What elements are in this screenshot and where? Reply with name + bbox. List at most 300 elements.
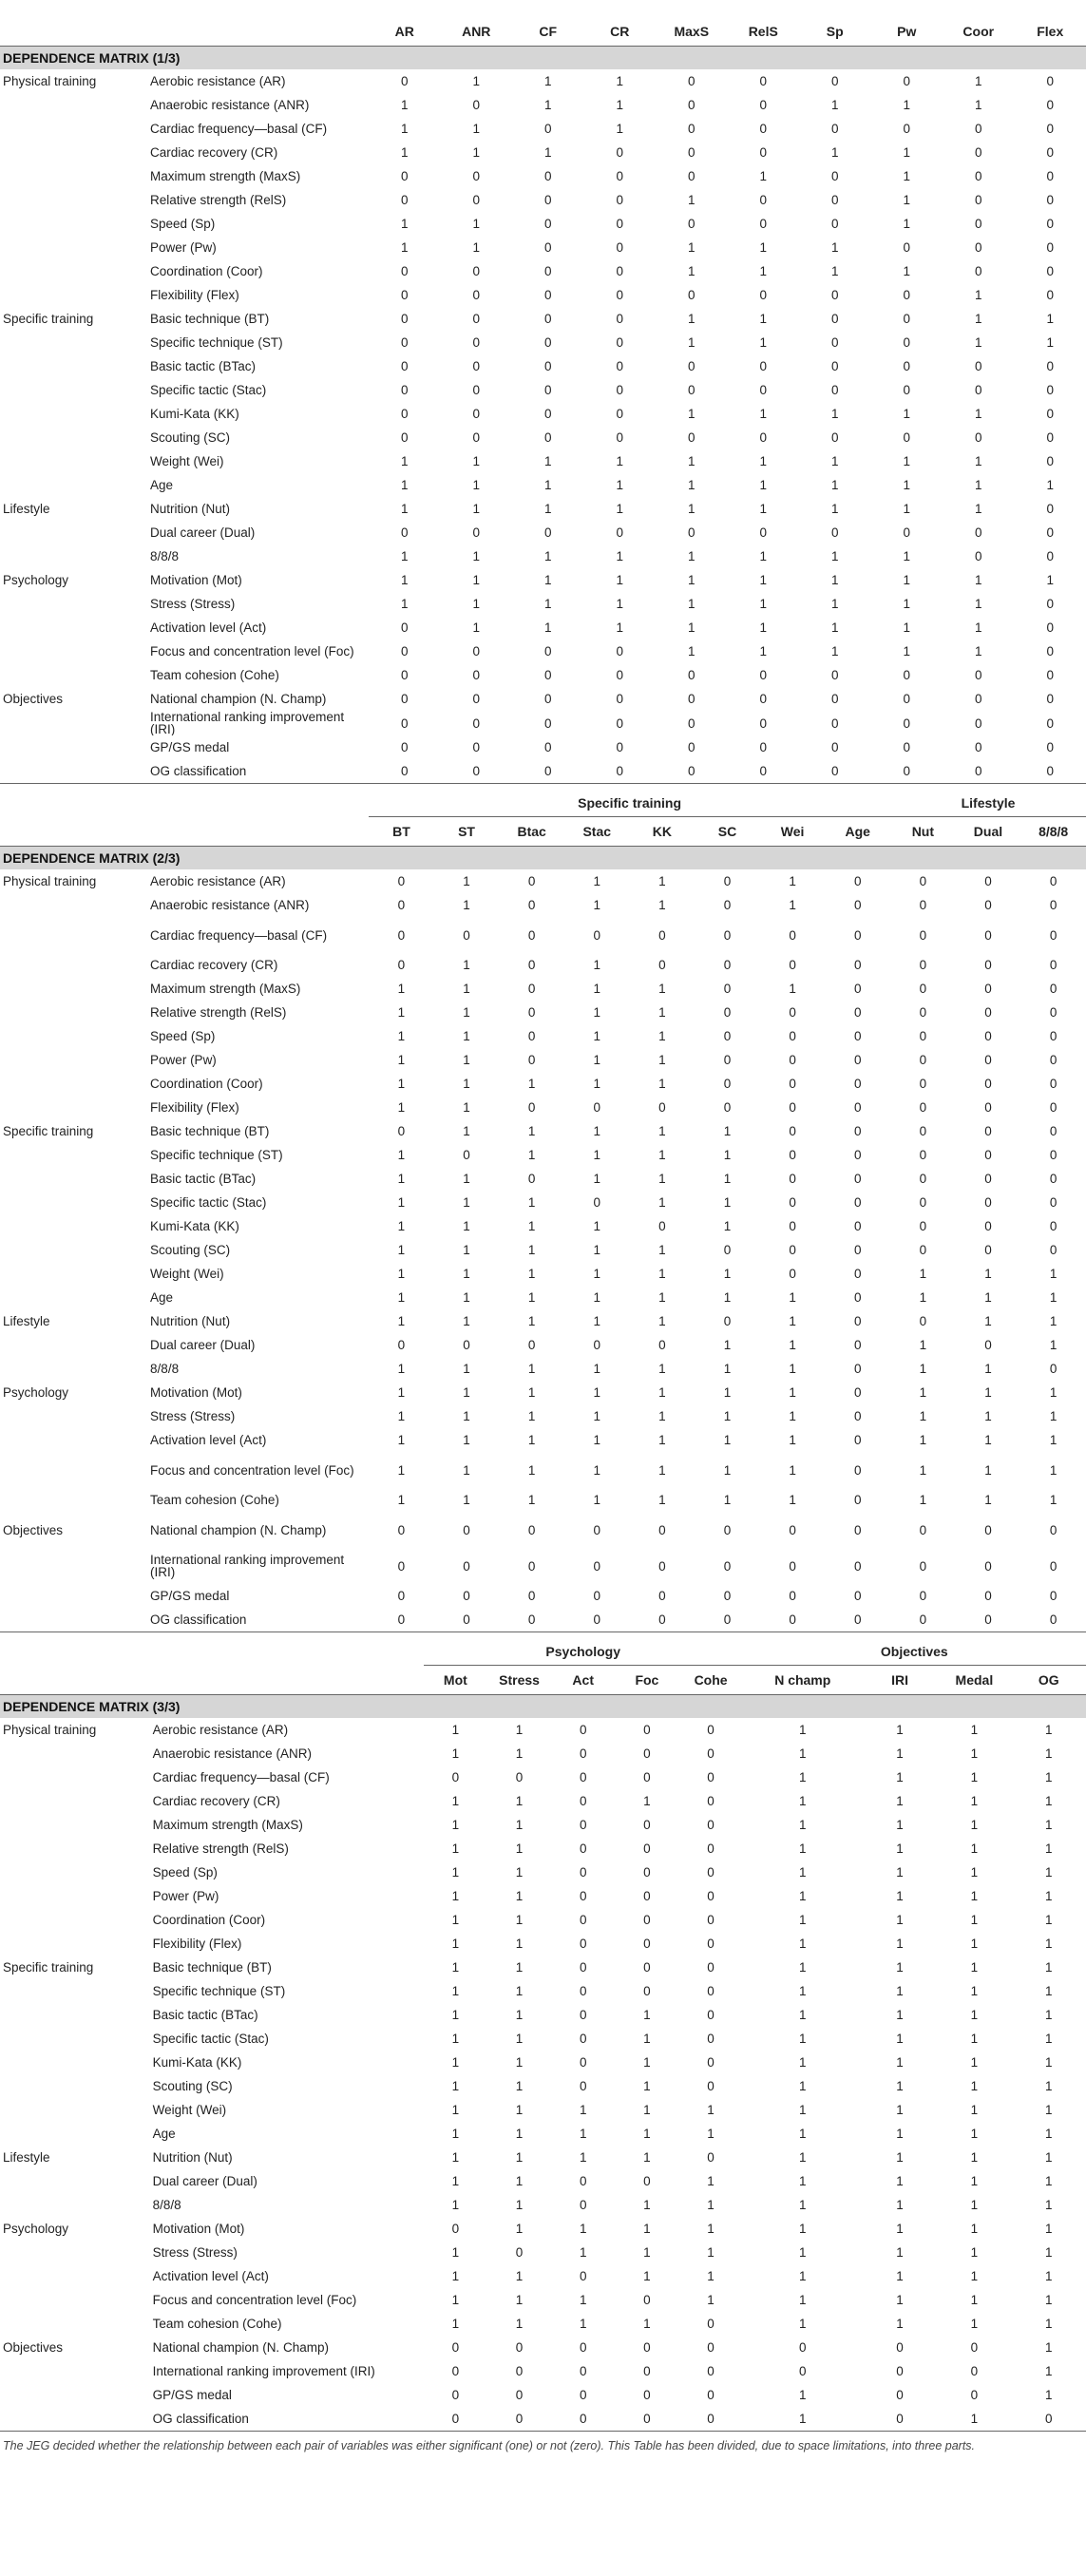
matrix-cell: 1 [658,1172,666,1186]
table-row [0,663,1086,687]
matrix-cell: 0 [687,668,695,682]
matrix-cell: 1 [593,1314,601,1328]
matrix-cell: 1 [397,1148,406,1162]
matrix-cell: 1 [527,1409,536,1423]
matrix-cell: 1 [515,1889,524,1903]
matrix-cell: 0 [1046,407,1054,421]
matrix-cell: 1 [830,240,839,255]
table-row [0,1214,1086,1238]
table-row [0,1333,1086,1357]
matrix-cell: 0 [1046,525,1054,540]
matrix-title-row [0,847,1086,870]
header-spacer [141,817,369,847]
table-row [0,1428,1086,1452]
table-row [0,1956,1086,1979]
matrix-cell: 0 [463,1558,470,1574]
row-category [0,2027,143,2051]
table-row [0,2074,1086,2098]
matrix-cell: 1 [919,1338,927,1352]
matrix-cell: 1 [658,1385,666,1400]
matrix-cell: 1 [830,502,839,516]
row-variable-label: Basic technique (BT) [152,1960,272,1975]
matrix-cell: 1 [759,335,767,350]
matrix-cell: 0 [687,145,695,160]
header-spacer [0,1666,143,1695]
row-variable-label: Age [152,2127,176,2141]
matrix-cell: 0 [400,525,409,540]
table-row [0,1286,1086,1309]
table-row [0,2003,1086,2027]
matrix-cell: 1 [830,478,839,492]
matrix-cell: 0 [853,1077,862,1091]
matrix-cell: 0 [472,525,480,540]
matrix-cell: 1 [903,98,910,112]
table-row [0,402,1086,426]
matrix-cell: 0 [853,898,862,912]
matrix-cell: 1 [1045,2293,1053,2307]
table-row [0,2241,1086,2264]
matrix-cell: 0 [579,2198,587,2212]
matrix-cell: 1 [472,620,480,635]
matrix-cell: 1 [896,2079,904,2093]
matrix-cell: 0 [527,874,536,888]
matrix-cell: 1 [789,1385,796,1400]
row-category [0,1979,143,2003]
matrix-cell: 1 [451,1960,460,1975]
matrix-cell: 0 [616,407,623,421]
matrix-cell: 0 [616,716,623,731]
matrix-cell: 1 [451,1913,460,1927]
matrix-cell: 1 [543,549,552,563]
matrix-cell: 0 [527,958,536,972]
matrix-cell: 0 [400,169,409,183]
matrix-cell: 1 [593,958,601,972]
matrix-cell: 1 [1045,1746,1053,1761]
table-row [0,473,1086,497]
matrix-cell: 1 [723,1493,732,1507]
table-row [0,1452,1086,1488]
matrix-cell: 1 [1046,573,1054,587]
matrix-cell: 0 [472,312,480,326]
matrix-cell: 1 [789,1493,796,1507]
matrix-cell: 0 [853,982,862,996]
matrix-cell: 1 [1045,2032,1053,2046]
matrix-cell: 0 [853,1462,862,1478]
row-category [0,2098,143,2122]
table-row [0,1979,1086,2003]
matrix-cell: 0 [579,2388,587,2402]
matrix-cell: 0 [527,1172,536,1186]
matrix-cell: 0 [434,1608,500,1632]
row-variable-label: Nutrition (Nut) [150,502,231,516]
matrix-cell: 0 [593,927,601,943]
matrix-cell: 0 [499,1608,564,1632]
matrix-cell: 1 [593,1077,601,1091]
matrix-cell: 0 [643,1841,651,1856]
row-category [0,592,141,616]
column-header: KK [630,817,695,847]
table-row [0,1167,1086,1191]
row-variable-label: International ranking improvement (IRI) [150,711,345,735]
matrix-cell: 0 [789,1172,796,1186]
matrix-cell: 1 [616,454,623,468]
row-variable-label: Specific technique (ST) [150,1148,283,1162]
matrix-cell: 1 [451,1746,460,1761]
matrix-cell: 1 [515,2293,524,2307]
matrix-cell: 0 [707,2055,714,2070]
table-row [0,1789,1086,1813]
matrix-cell: 0 [451,2388,460,2402]
matrix-cell: 1 [789,982,796,996]
matrix-cell: 1 [527,1124,536,1138]
matrix-cell: 0 [579,2032,587,2046]
matrix-cell: 1 [789,898,796,912]
matrix-cell: 0 [1049,958,1057,972]
row-category [0,893,141,917]
row-variable-label: Cardiac frequency—basal (CF) [152,1770,330,1784]
matrix-cell: 1 [593,1053,601,1067]
matrix-cell: 0 [974,692,982,706]
matrix-cell: 0 [853,1558,862,1574]
matrix-cell: 1 [759,644,767,658]
matrix-cell: 0 [1049,1124,1057,1138]
matrix-cell: 1 [743,2407,863,2432]
matrix-cell: 1 [687,193,695,207]
row-variable-label: National champion (N. Champ) [150,692,327,706]
matrix-cell: 1 [970,2127,979,2141]
matrix-cell: 0 [707,1889,714,1903]
matrix-cell: 0 [759,692,767,706]
row-variable-label: Power (Pw) [150,1053,217,1067]
matrix-cell: 1 [543,454,552,468]
matrix-cell: 1 [593,1243,601,1257]
matrix-cell: 1 [472,145,480,160]
matrix-cell: 1 [397,1005,406,1020]
matrix-cell: 0 [1049,1243,1057,1257]
matrix-cell: 0 [974,668,982,682]
row-category: Physical training [3,874,97,888]
matrix-cell: 0 [830,430,839,445]
row-category [0,759,141,784]
matrix-cell: 1 [970,2032,979,2046]
matrix-cell: 1 [896,1723,904,1737]
matrix-cell: 1 [903,502,910,516]
matrix-cell: 0 [543,716,552,731]
matrix-cell: 1 [799,1984,807,1998]
matrix-cell: 0 [707,2364,714,2378]
header-spacer [143,1666,424,1695]
matrix-cell: 0 [759,217,767,231]
matrix-cell: 0 [579,2269,587,2283]
group-header-row [0,790,1086,817]
table-row [0,236,1086,259]
matrix-cell: 0 [1049,1053,1057,1067]
matrix-cell: 0 [400,620,409,635]
matrix-cell: 1 [799,1913,807,1927]
row-variable-label: Coordination (Coor) [150,1077,263,1091]
column-header: Btac [499,817,564,847]
column-header: Sp [799,17,871,47]
matrix-cell: 0 [789,1267,796,1281]
matrix-cell: 1 [759,264,767,278]
matrix-cell: 0 [919,1243,927,1257]
matrix-cell: 1 [400,478,409,492]
table-row [0,869,1086,893]
matrix-cell: 0 [579,2008,587,2022]
matrix-cell: 1 [974,407,982,421]
matrix-cell: 1 [759,502,767,516]
matrix-cell: 0 [451,2340,460,2355]
matrix-cell: 1 [643,2269,651,2283]
matrix-cell: 1 [1045,2222,1053,2236]
matrix-cell: 1 [616,122,623,136]
matrix-cell: 0 [974,430,982,445]
matrix-cell: 0 [707,2388,714,2402]
matrix-cell: 0 [1046,383,1054,397]
matrix-cell: 0 [853,1409,862,1423]
column-header: Foc [615,1666,678,1695]
matrix-cell: 1 [400,573,409,587]
matrix-cell: 0 [830,169,839,183]
matrix-cell: 1 [451,2174,460,2188]
matrix-cell: 0 [369,1608,434,1632]
matrix-cell: 0 [853,958,862,972]
matrix-cell: 0 [903,692,910,706]
matrix-cell: 1 [1045,1889,1053,1903]
row-variable-label: Weight (Wei) [150,454,224,468]
matrix-cell: 0 [919,1314,927,1328]
column-header: Pw [871,17,943,47]
matrix-cell: 1 [759,597,767,611]
matrix-cell: 1 [896,2293,904,2307]
matrix-cell: 0 [515,1770,524,1784]
matrix-cell: 0 [463,1148,470,1162]
table-row [0,1096,1086,1119]
matrix-cell: 1 [451,1841,460,1856]
row-variable-label: Focus and concentration level (Foc) [150,1462,354,1478]
matrix-cell: 0 [759,383,767,397]
matrix-cell: 1 [830,454,839,468]
row-variable-label: Coordination (Coor) [152,1913,266,1927]
row-category [0,354,141,378]
matrix-cell: 0 [579,1794,587,1808]
matrix-cell: 0 [984,1100,992,1115]
row-category [0,1024,141,1048]
matrix-cell: 1 [903,193,910,207]
matrix-cell: 1 [515,2150,524,2165]
matrix-cell: 1 [543,74,552,88]
matrix-cell: 0 [1049,898,1057,912]
matrix-cell: 1 [919,1290,927,1305]
matrix-cell: 0 [397,1338,406,1352]
row-category [0,283,141,307]
row-variable-label: OG classification [143,2407,424,2432]
matrix-cell: 0 [1046,716,1054,731]
matrix-cell: 0 [984,927,992,943]
matrix-cell: 1 [593,1409,601,1423]
matrix-cell: 0 [974,549,982,563]
table-row [0,1404,1086,1428]
table-row [0,1884,1086,1908]
column-header: Stac [564,817,630,847]
matrix-cell: 1 [723,1362,732,1376]
matrix-cell: 0 [658,1219,666,1233]
column-header: Nut [890,817,956,847]
matrix-cell: 0 [472,668,480,682]
matrix-cell: 1 [643,2032,651,2046]
dependence-matrix-3-table [0,1638,1086,2432]
row-category: Specific training [3,1124,94,1138]
matrix-cell: 1 [658,874,666,888]
matrix-cell: 0 [579,1865,587,1880]
matrix-cell: 0 [825,1608,890,1632]
matrix-cell: 0 [687,217,695,231]
matrix-cell: 1 [472,502,480,516]
matrix-cell: 0 [579,2055,587,2070]
matrix-cell: 1 [543,502,552,516]
matrix-cell: 1 [903,407,910,421]
row-category [0,977,141,1001]
matrix-cell: 1 [759,573,767,587]
row-category [0,1404,141,1428]
matrix-cell: 1 [896,2150,904,2165]
table-row [0,2217,1086,2241]
matrix-cell: 1 [515,1984,524,1998]
matrix-cell: 1 [472,597,480,611]
matrix-cell: 1 [896,1913,904,1927]
matrix-cell: 1 [658,898,666,912]
matrix-cell: 1 [974,98,982,112]
matrix-cell: 0 [853,1385,862,1400]
column-header-row [0,17,1086,47]
column-header-row [0,1666,1086,1695]
matrix-cell: 1 [970,1818,979,1832]
matrix-cell: 0 [919,1005,927,1020]
matrix-cell: 1 [903,597,910,611]
matrix-cell: 1 [579,2317,587,2331]
matrix-cell: 0 [369,759,441,784]
matrix-cell: 0 [723,958,732,972]
row-category [0,917,141,953]
row-category [0,1048,141,1072]
column-header: 8/8/8 [1020,817,1086,847]
matrix-cell: 0 [723,898,732,912]
group-header-row [0,1638,1086,1666]
matrix-cell: 1 [1045,1841,1053,1856]
matrix-cell: 0 [707,1960,714,1975]
matrix-cell: 1 [515,2079,524,2093]
matrix-title: DEPENDENCE MATRIX (3/3) [0,1695,1086,1719]
matrix-cell: 1 [543,597,552,611]
column-header: SC [695,817,760,847]
table-row [0,711,1086,735]
row-variable-label: Specific tactic (Stac) [150,383,267,397]
row-variable-label: Team cohesion (Cohe) [152,2317,282,2331]
matrix-cell: 1 [919,1362,927,1376]
matrix-cell: 0 [687,122,695,136]
matrix-cell: 1 [515,2174,524,2188]
matrix-cell: 1 [799,2008,807,2022]
row-variable-label: Relative strength (RelS) [152,1841,289,1856]
matrix-cell: 0 [1049,1148,1057,1162]
matrix-cell: 0 [707,1865,714,1880]
matrix-cell: 0 [853,1005,862,1020]
matrix-cell: 1 [970,2269,979,2283]
row-variable-label: Team cohesion (Cohe) [150,668,279,682]
row-variable-label: Weight (Wei) [152,2103,227,2117]
column-header: Dual [956,817,1021,847]
matrix-cell: 1 [658,1433,666,1447]
matrix-cell: 1 [463,1100,470,1115]
table-row [0,1837,1086,1860]
matrix-cell: 1 [658,1493,666,1507]
matrix-cell: 0 [1046,145,1054,160]
row-category [0,1143,141,1167]
matrix-cell: 0 [903,668,910,682]
matrix-cell: 0 [400,740,409,754]
matrix-cell: 1 [400,145,409,160]
matrix-cell: 0 [903,312,910,326]
matrix-cell: 1 [579,2293,587,2307]
matrix-cell: 0 [543,169,552,183]
row-variable-label: Relative strength (RelS) [150,1005,287,1020]
matrix-cell: 0 [759,193,767,207]
table-row [0,259,1086,283]
table-row [0,544,1086,568]
matrix-cell: 0 [543,383,552,397]
row-variable-label: GP/GS medal [150,740,230,754]
matrix-cell: 1 [397,1029,406,1043]
matrix-cell: 0 [658,1558,666,1574]
row-variable-label: Scouting (SC) [150,430,231,445]
row-category [0,735,141,759]
matrix-cell: 0 [830,383,839,397]
matrix-cell: 0 [789,1053,796,1067]
matrix-cell: 1 [451,2127,460,2141]
matrix-cell: 1 [970,2008,979,2022]
matrix-cell: 1 [687,573,695,587]
matrix-cell: 1 [593,1219,601,1233]
matrix-cell: 0 [943,759,1015,784]
matrix-cell: 1 [527,1493,536,1507]
matrix-cell: 1 [723,1290,732,1305]
matrix-cell: 0 [643,1889,651,1903]
matrix-cell: 0 [579,1841,587,1856]
matrix-cell: 1 [974,620,982,635]
matrix-cell: 1 [799,2245,807,2260]
matrix-cell: 1 [543,98,552,112]
matrix-cell: 1 [515,2198,524,2212]
row-category [0,1357,141,1381]
row-variable-label: Motivation (Mot) [150,573,242,587]
matrix-cell: 0 [853,1195,862,1210]
matrix-cell: 1 [658,1243,666,1257]
table-row [0,1001,1086,1024]
matrix-cell: 0 [970,2340,979,2355]
table-row [0,1742,1086,1765]
matrix-cell: 1 [1045,2364,1053,2378]
matrix-cell: 1 [1045,1913,1053,1927]
matrix-cell: 1 [397,1267,406,1281]
row-category [0,1238,141,1262]
row-category [0,2288,143,2312]
matrix-cell: 0 [1049,1589,1057,1603]
matrix-cell: 1 [687,407,695,421]
matrix-3-body [0,1638,1086,2432]
column-header: Wei [760,817,826,847]
matrix-cell: 0 [397,1589,406,1603]
matrix-cell: 0 [643,2388,651,2402]
